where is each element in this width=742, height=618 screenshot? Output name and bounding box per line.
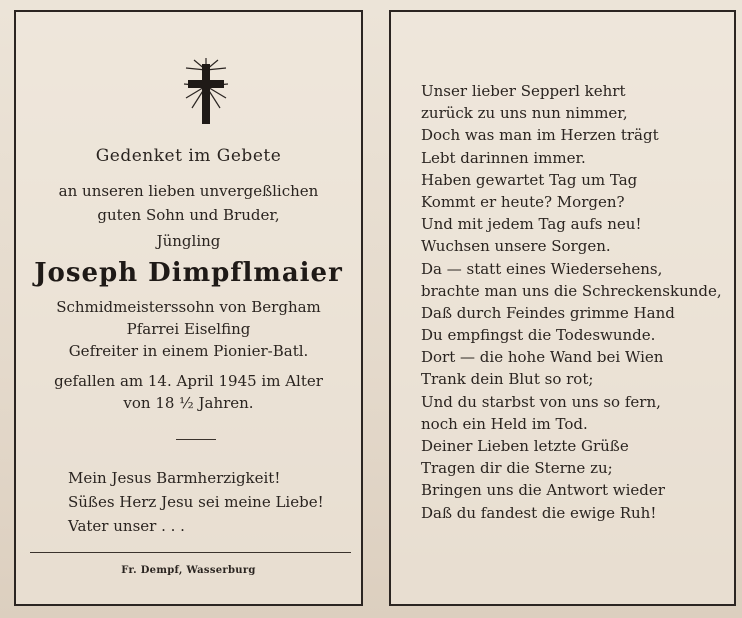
poem-line: Haben gewartet Tag um Tag xyxy=(421,170,638,189)
age-line: von 18 ½ Jahren. xyxy=(123,394,254,412)
printer-credit: Fr. Dempf, Wasserburg xyxy=(121,565,256,576)
card-heading: Gedenket im Gebete xyxy=(95,146,282,166)
poem-line: Kommt er heute? Morgen? xyxy=(421,192,625,211)
rank-line: Gefreiter in einem Pionier-Batl. xyxy=(68,342,309,360)
poem-line: Da — statt eines Wiedersehens, xyxy=(421,259,663,278)
prayer-line: Süßes Herz Jesu sei meine Liebe! xyxy=(68,493,324,511)
memorial-poem xyxy=(421,80,722,524)
prayer-lines xyxy=(68,466,324,538)
poem-line: Trank dein Blut so rot; xyxy=(421,370,594,389)
poem-line: Deiner Lieben letzte Grüße xyxy=(421,437,629,455)
poem-line: Unser lieber Sepperl kehrt xyxy=(421,82,626,100)
cross-icon xyxy=(176,56,236,126)
dedication-line-3: Jüngling xyxy=(156,232,221,250)
poem-line: Bringen uns die Antwort wieder xyxy=(421,481,665,500)
poem-line: Daß du fandest die ewige Ruh! xyxy=(421,503,657,522)
death-date-line: gefallen am 14. April 1945 im Alter xyxy=(54,372,323,390)
poem-line: Wuchsen unsere Sorgen. xyxy=(421,237,611,256)
dedication-line-1: an unseren lieben unvergeßlichen xyxy=(58,182,319,200)
parish-line: Pfarrei Eiselfing xyxy=(126,320,251,338)
footer-divider xyxy=(30,552,351,553)
poem-line: Und du starbst von uns so fern, xyxy=(421,392,661,411)
prayer-line: Vater unser . . . xyxy=(68,517,185,535)
poem-line: Doch was man im Herzen trägt xyxy=(421,126,659,145)
poem-line: Dort — die hohe Wand bei Wien xyxy=(421,348,664,367)
poem-line: zurück zu uns nun nimmer, xyxy=(421,104,628,123)
poem-line: Tragen dir die Sterne zu; xyxy=(421,459,613,478)
deceased-name: Joseph Dimpflmaier xyxy=(34,258,343,288)
divider xyxy=(176,439,216,440)
poem-line: Und mit jedem Tag aufs neu! xyxy=(421,215,642,234)
poem-line: Daß durch Feindes grimme Hand xyxy=(421,303,675,322)
prayer-line: Mein Jesus Barmherzigkeit! xyxy=(68,469,281,487)
poem-line: Du empfingst die Todeswunde. xyxy=(421,326,656,345)
poem-line: noch ein Held im Tod. xyxy=(421,414,588,433)
right-card-panel xyxy=(389,10,736,606)
occupation-line: Schmidmeisterssohn von Bergham xyxy=(56,298,321,316)
poem-line: brachte man uns die Schreckenskunde, xyxy=(421,281,722,300)
left-card-panel xyxy=(14,10,363,606)
poem-line: Lebt darinnen immer. xyxy=(421,148,586,167)
dedication-line-2: guten Sohn und Bruder, xyxy=(97,206,280,224)
